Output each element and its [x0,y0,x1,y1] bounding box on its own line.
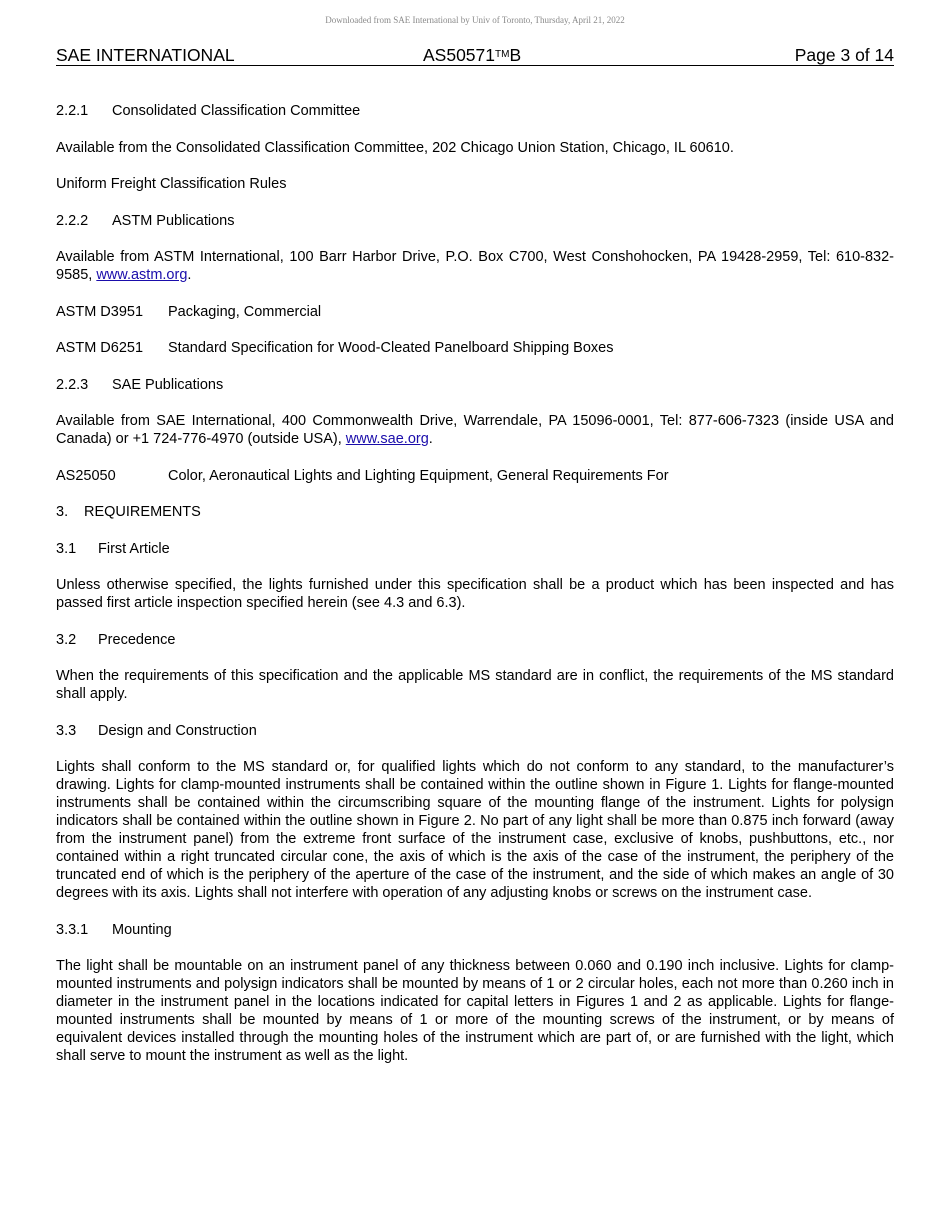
availability-paragraph: Available from the Consolidated Classification Committee, 202 Chicago Union Station, Chicago, IL 60610. [56,139,734,156]
availability-text: Available from SAE International, 400 Commonwealth Drive, Warrendale, PA 15096-0001, Tel: 877-606-7323 (inside USA and Canada) or +1 724-776-4970 (outside USA), [56,413,894,447]
doc-number-prefix: AS50571 [423,45,496,65]
section-number: 2.2.2 [56,212,89,229]
section-number: 2.2.3 [56,376,89,393]
section-heading-3 [56,503,894,521]
section-heading-3-3 [56,722,894,740]
reference-code: AS25050 [56,467,116,484]
availability-paragraph [56,412,894,448]
section-body: The light shall be mountable on an instrument panel of any thickness between 0.060 and 0.190 inch inclusive. Lights for clamp-mounted instruments and polysign indicators shall be mounted by means of 1 or 2 circular holes, each not more than 0.260 inch in diameter in the instrument panel in the locations indicated for capital letters in Figures 1 and 2 as applicable. Lights for flange-mounted instruments shall be mounted by means of 1 or more of the mounting screws of the instrument, or by means of equivalent devices installed through the mounting holes of the instrument which are part of, or are furnished with the light, which shall serve to mount the instrument as well as the light. [56,958,894,1064]
section-title: Precedence [98,631,176,648]
header-org: SAE INTERNATIONAL [56,45,235,65]
punctuation: . [428,431,433,447]
astm-website-link[interactable]: www.astm.org [96,267,188,283]
section-heading-3-1 [56,540,894,558]
reference-entry [56,467,894,485]
availability-paragraph [56,248,894,284]
trademark-mark: TM [495,49,510,60]
reference-document: Uniform Freight Classification Rules [56,176,287,192]
section-title: ASTM Publications [112,212,235,229]
section-body: Lights shall conform to the MS standard or, for qualified lights which do not conform to any standard, to the manufacturer’s drawing. Lights for clamp-mounted instruments shall be contained within the outline shown in Figure 1. Lights for flange-mounted instruments shall be contained within the circumscribing square of the mounting flange of the instrument. Lights for polysign indicators shall be contained within the outline shown in Figure 2. No part of any light shall be more than 0.875 inch forward (away from the instrument panel) from the extreme front surface of the instrument case, exclusive of knobs, pushbuttons, etc., nor contained within a right truncated circular cone, the axis of which is the axis of the case of the instrument, the periphery of the truncated end of which is the periphery of the aperture of the case of the instrument, and the side of which makes an angle of 30 degrees with its axis. Lights shall not interfere with operation of any adjusting knobs or screws on the instrument case. [56,759,894,901]
download-watermark: Downloaded from SAE International by Univ of Toronto, Thursday, April 21, 2022 [325,15,625,25]
header-page-number: Page 3 of 14 [794,45,894,65]
section-title: Mounting [112,921,172,938]
section-heading-2-2-2 [56,212,894,230]
section-number: 2.2.1 [56,103,89,119]
section-title: First Article [98,540,170,557]
section-body: Unless otherwise specified, the lights furnished under this specification shall be a product which has been inspected and has passed first article inspection specified herein (see 4.3 and 6.3). [56,577,894,611]
section-title: SAE Publications [112,376,224,393]
section-title: REQUIREMENTS [84,504,201,520]
reference-code: ASTM D6251 [56,340,144,356]
reference-code: ASTM D3951 [56,303,144,320]
section-heading-2-2-1 [56,102,894,120]
section-heading-3-3-1 [56,921,894,939]
section-heading-3-2 [56,631,894,649]
section-title: Consolidated Classification Committee [112,103,361,119]
section-number: 3. [56,504,69,520]
header-doc-number [423,45,521,66]
doc-number-suffix: B [509,45,522,65]
section-number: 3.1 [56,540,77,557]
reference-title: Standard Specification for Wood-Cleated Panelboard Shipping Boxes [168,340,614,356]
page-header [56,45,894,66]
reference-title: Packaging, Commercial [168,303,322,320]
section-body: When the requirements of this specification and the applicable MS standard are in conflict, the requirements of the MS standard shall apply. [56,668,894,702]
section-number: 3.2 [56,631,77,648]
reference-entry [56,339,894,357]
punctuation: . [187,267,192,283]
sae-website-link[interactable]: www.sae.org [345,431,429,447]
section-heading-2-2-3 [56,376,894,394]
availability-text: Available from ASTM International, 100 Barr Harbor Drive, P.O. Box C700, West Conshohocken, PA 19428-2959, Tel: 610-832-9585, [56,249,894,283]
section-number: 3.3.1 [56,921,89,938]
page-body [56,102,894,1084]
section-title: Design and Construction [98,722,257,739]
reference-title: Color, Aeronautical Lights and Lighting Equipment, General Requirements For [168,467,669,484]
section-number: 3.3 [56,722,77,739]
reference-entry [56,303,894,321]
